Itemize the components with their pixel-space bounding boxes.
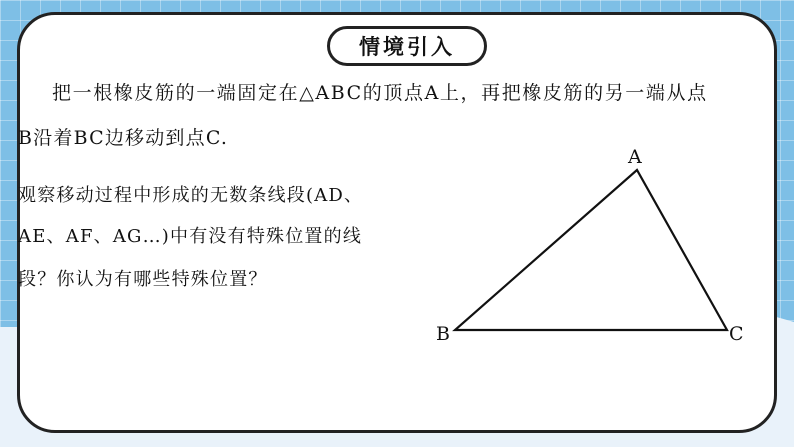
- triangle-abc: [455, 170, 727, 330]
- paragraph2-line3: 段？你认为有哪些特殊位置？: [18, 269, 268, 290]
- vertex-label-a: A: [628, 146, 642, 168]
- slide-title: 情境引入: [327, 26, 487, 66]
- vertex-label-b: B: [436, 323, 450, 345]
- paragraph2-line2: AE、AF、AG…)中有没有特殊位置的线: [18, 226, 363, 247]
- paragraph1-line1: 把一根橡皮筋的一端固定在△ABC的顶点A上，再把橡皮筋的另一端从点: [52, 82, 708, 104]
- paragraph2-line1: 观察移动过程中形成的无数条线段(AD、: [18, 185, 364, 206]
- vertex-label-c: C: [729, 323, 744, 345]
- paragraph1-line2: B沿着BC边移动到点C.: [18, 127, 229, 149]
